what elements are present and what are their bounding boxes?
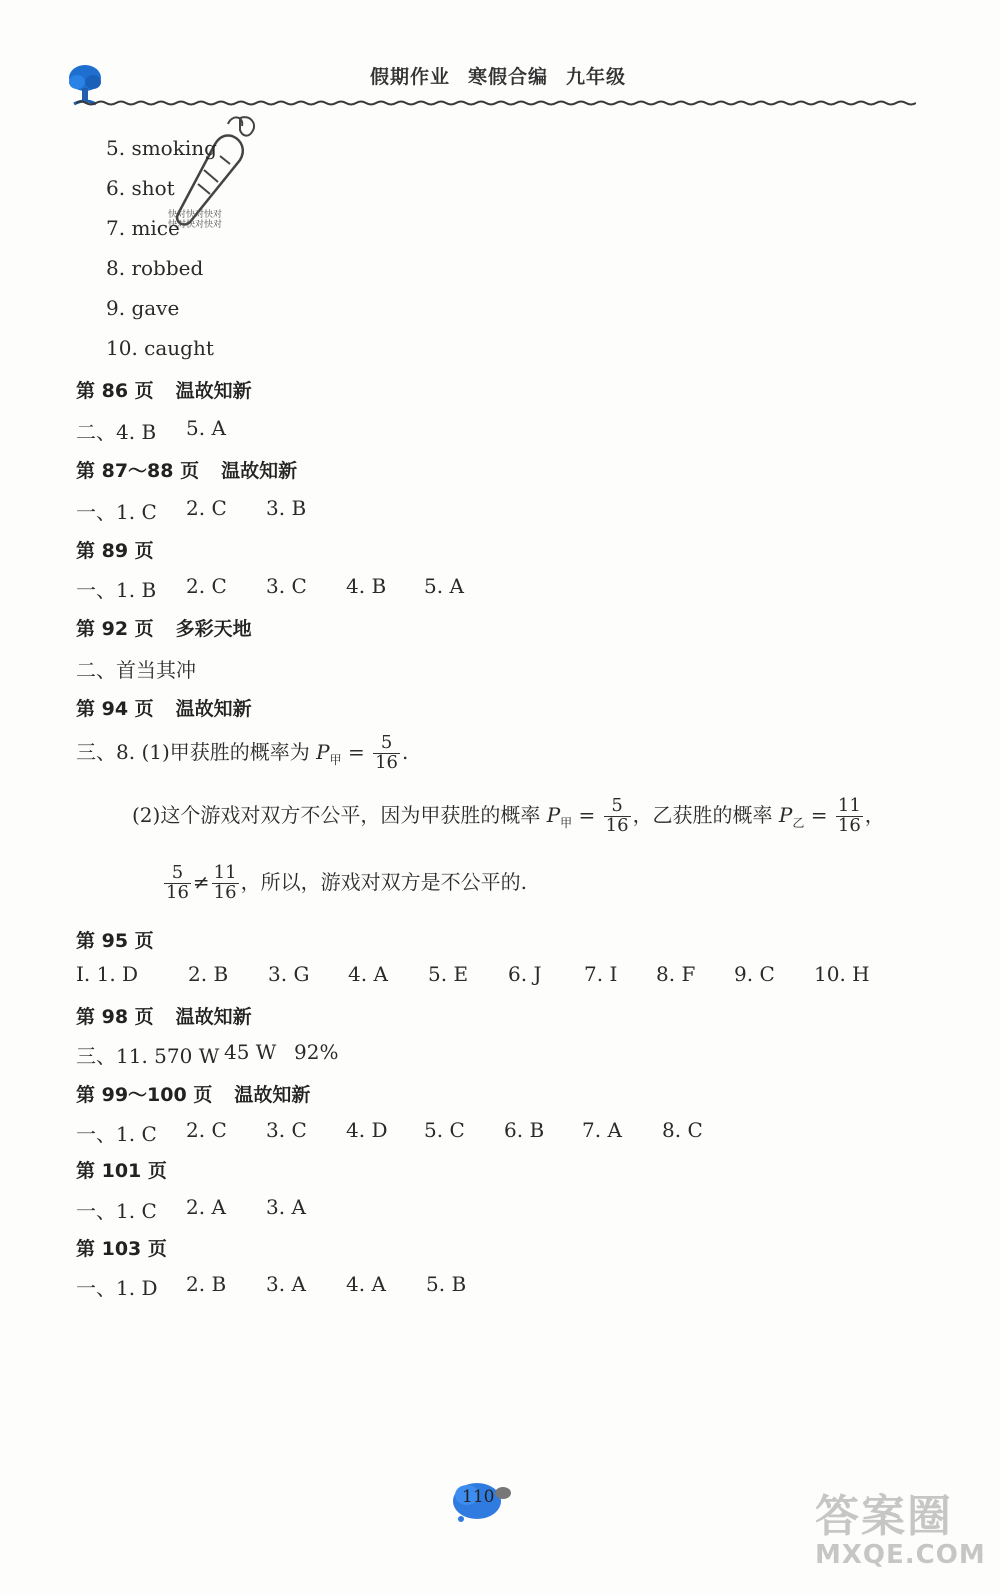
section-heading: 第 87～88 页 温故知新 xyxy=(76,460,298,482)
fraction: $\frac{11}{16}$ xyxy=(837,795,861,836)
fraction: $\frac{5}{16}$ xyxy=(375,732,399,773)
section-heading: 第 92 页 多彩天地 xyxy=(76,618,252,640)
answer-row: 一、1. C 2. C 3. B xyxy=(76,496,307,524)
section-heading: 第 103 页 xyxy=(76,1238,167,1260)
section-heading: 第 86 页 温故知新 xyxy=(76,380,252,402)
answer-row: 三、11. 570 W 45 W 92% xyxy=(76,1040,339,1068)
probability-answer-1: 三、8. (1)甲获胜的概率为 $P_甲$ = $\frac{5}{16}$ . xyxy=(76,732,409,773)
answer-row: 一、1. C 2. A 3. A xyxy=(76,1195,306,1223)
section-heading: 第 94 页 温故知新 xyxy=(76,698,252,720)
page-number: 110 xyxy=(462,1487,495,1507)
watermark-url: MXQE.COM xyxy=(815,1540,986,1570)
answer-line: 7. mice xyxy=(106,216,180,240)
section-heading: 第 95 页 xyxy=(76,930,154,952)
answer-row: 一、1. C 2. C 3. C 4. D 5. C 6. B 7. A 8. C xyxy=(76,1118,703,1146)
answer-row: 一、1. D 2. B 3. A 4. A 5. B xyxy=(76,1272,467,1300)
answer-row: Ⅰ. 1. D 2. B 3. G 4. A 5. E 6. J 7. I 8. F 9. C 10. H xyxy=(76,962,870,986)
fraction: $\frac{5}{16}$ xyxy=(605,795,629,836)
answer-row: 一、1. B 2. C 3. C 4. B 5. A xyxy=(76,574,464,602)
section-heading: 第 89 页 xyxy=(76,540,154,562)
section-heading: 第 99～100 页 温故知新 xyxy=(76,1084,311,1106)
header-title: 假期作业 寒假合编 九年级 xyxy=(370,66,627,88)
header-rule xyxy=(76,100,916,106)
fraction: $\frac{5}{16}$ xyxy=(166,862,189,903)
answer-line: 5. smoking xyxy=(106,136,217,160)
answer-row: 二、4. B 5. A xyxy=(76,416,226,444)
carrot-stamp-text: 快对快对快对 快对快对快对 xyxy=(168,210,223,230)
section-heading: 第 98 页 温故知新 xyxy=(76,1006,252,1028)
watermark-logo: 答案圈 xyxy=(815,1491,953,1542)
answer-line: 9. gave xyxy=(106,296,180,320)
answer-line: 8. robbed xyxy=(106,256,204,280)
probability-answer-3: $\frac{5}{16}$ ≠ $\frac{11}{16}$ ，所以，游戏对双方是不公平的. xyxy=(166,862,527,903)
fraction: $\frac{11}{16}$ xyxy=(213,862,237,903)
answer-line: 6. shot xyxy=(106,176,175,200)
answer-line: 10. caught xyxy=(106,336,214,360)
answer-row: 二、首当其冲 xyxy=(76,658,196,682)
section-heading: 第 101 页 xyxy=(76,1160,167,1182)
probability-answer-2: (2)这个游戏对双方不公平，因为甲获胜的概率 $P_甲$ = $\frac{5}{16}$ ，乙获胜的概率 $P_乙$ = $\frac{11}{16}$ ， xyxy=(132,795,885,836)
